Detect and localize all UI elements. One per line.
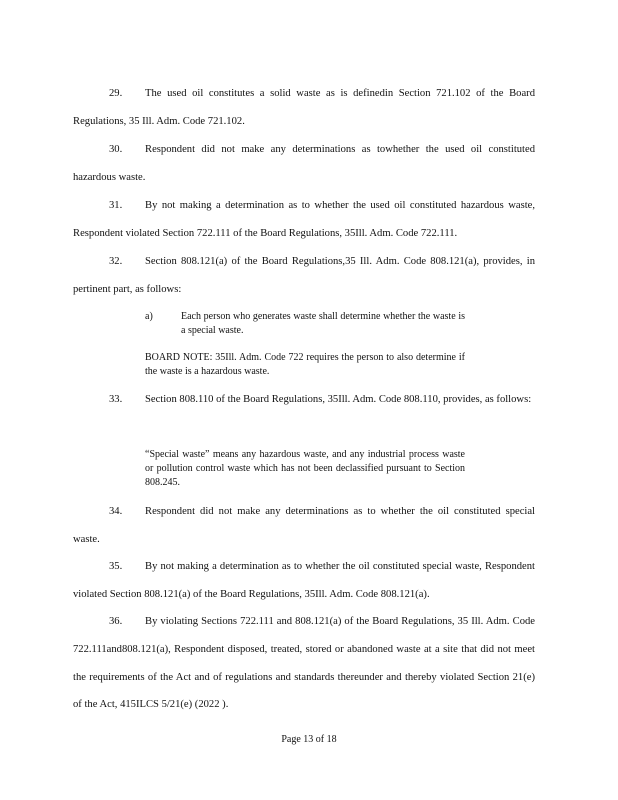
paragraph-31 — [73, 192, 535, 248]
paragraph-number: 32. — [109, 256, 123, 267]
paragraph-text: The used oil constitutes a solid waste as is definedin Section 721.102 of the Board Regulations, 35 Ill. Adm. Code 721.102. — [73, 88, 535, 127]
paragraph-30 — [73, 136, 535, 192]
paragraph-number: 30. — [109, 144, 123, 155]
paragraph-34 — [73, 498, 535, 554]
paragraph-35 — [73, 553, 535, 609]
list-item-label: a) — [145, 311, 153, 322]
paragraph-number: 33. — [109, 394, 123, 405]
paragraph-number: 36. — [109, 616, 123, 627]
paragraph-32 — [73, 248, 535, 304]
paragraph-36 — [73, 608, 535, 719]
block-quote-special-waste: “Special waste” means any hazardous waste, and any industrial process waste or pollution control waste which has not been declassified pursuant to Section 808.245. — [145, 449, 465, 488]
paragraph-text: By not making a determination as to whether the oil constituted special waste, Respondent violated Section 808.121(a) of the Board Regulations, 35Ill. Adm. Code 808.121(a). — [73, 561, 535, 600]
paragraph-number: 34. — [109, 506, 123, 517]
paragraph-text: Respondent did not make any determinations as to whether the oil constituted special waste. — [73, 506, 535, 545]
paragraph-text: Respondent did not make any determinations as towhether the used oil constituted hazardous waste. — [73, 144, 535, 183]
paragraph-text: Section 808.110 of the Board Regulations, 35Ill. Adm. Code 808.110, provides, as follows: — [145, 394, 532, 405]
paragraph-text: By not making a determination as to whether the used oil constituted hazardous waste, Respondent violated Section 722.111 of the Board Regulations, 35Ill. Adm. Code 722.111. — [73, 200, 535, 239]
paragraph-number: 31. — [109, 200, 123, 211]
paragraph-text: By violating Sections 722.111 and 808.121(a) of the Board Regulations, 35 Ill. Adm. Code 722.111and808.121(a), Respondent disposed, treated, stored or abandoned waste at a site that did not meet the requirements of the Act and of regulations and standards thereunder and thereby violated Section 21(e) of the Act, 415ILCS 5/21(e) (2022 ). — [73, 616, 535, 711]
paragraph-number: 35. — [109, 561, 123, 572]
paragraph-33 — [73, 386, 535, 414]
paragraph-29 — [73, 80, 535, 136]
paragraph-number: 29. — [109, 88, 123, 99]
page-number-footer: Page 13 of 18 — [281, 734, 337, 745]
paragraph-text: Section 808.121(a) of the Board Regulations,35 Ill. Adm. Code 808.121(a), provides, in pertinent part, as follows: — [73, 256, 535, 295]
list-item-text: Each person who generates waste shall determine whether the waste is a special waste. — [181, 311, 465, 336]
board-note: BOARD NOTE: 35Ill. Adm. Code 722 requires the person to also determine if the waste is a hazardous waste. — [145, 352, 465, 377]
